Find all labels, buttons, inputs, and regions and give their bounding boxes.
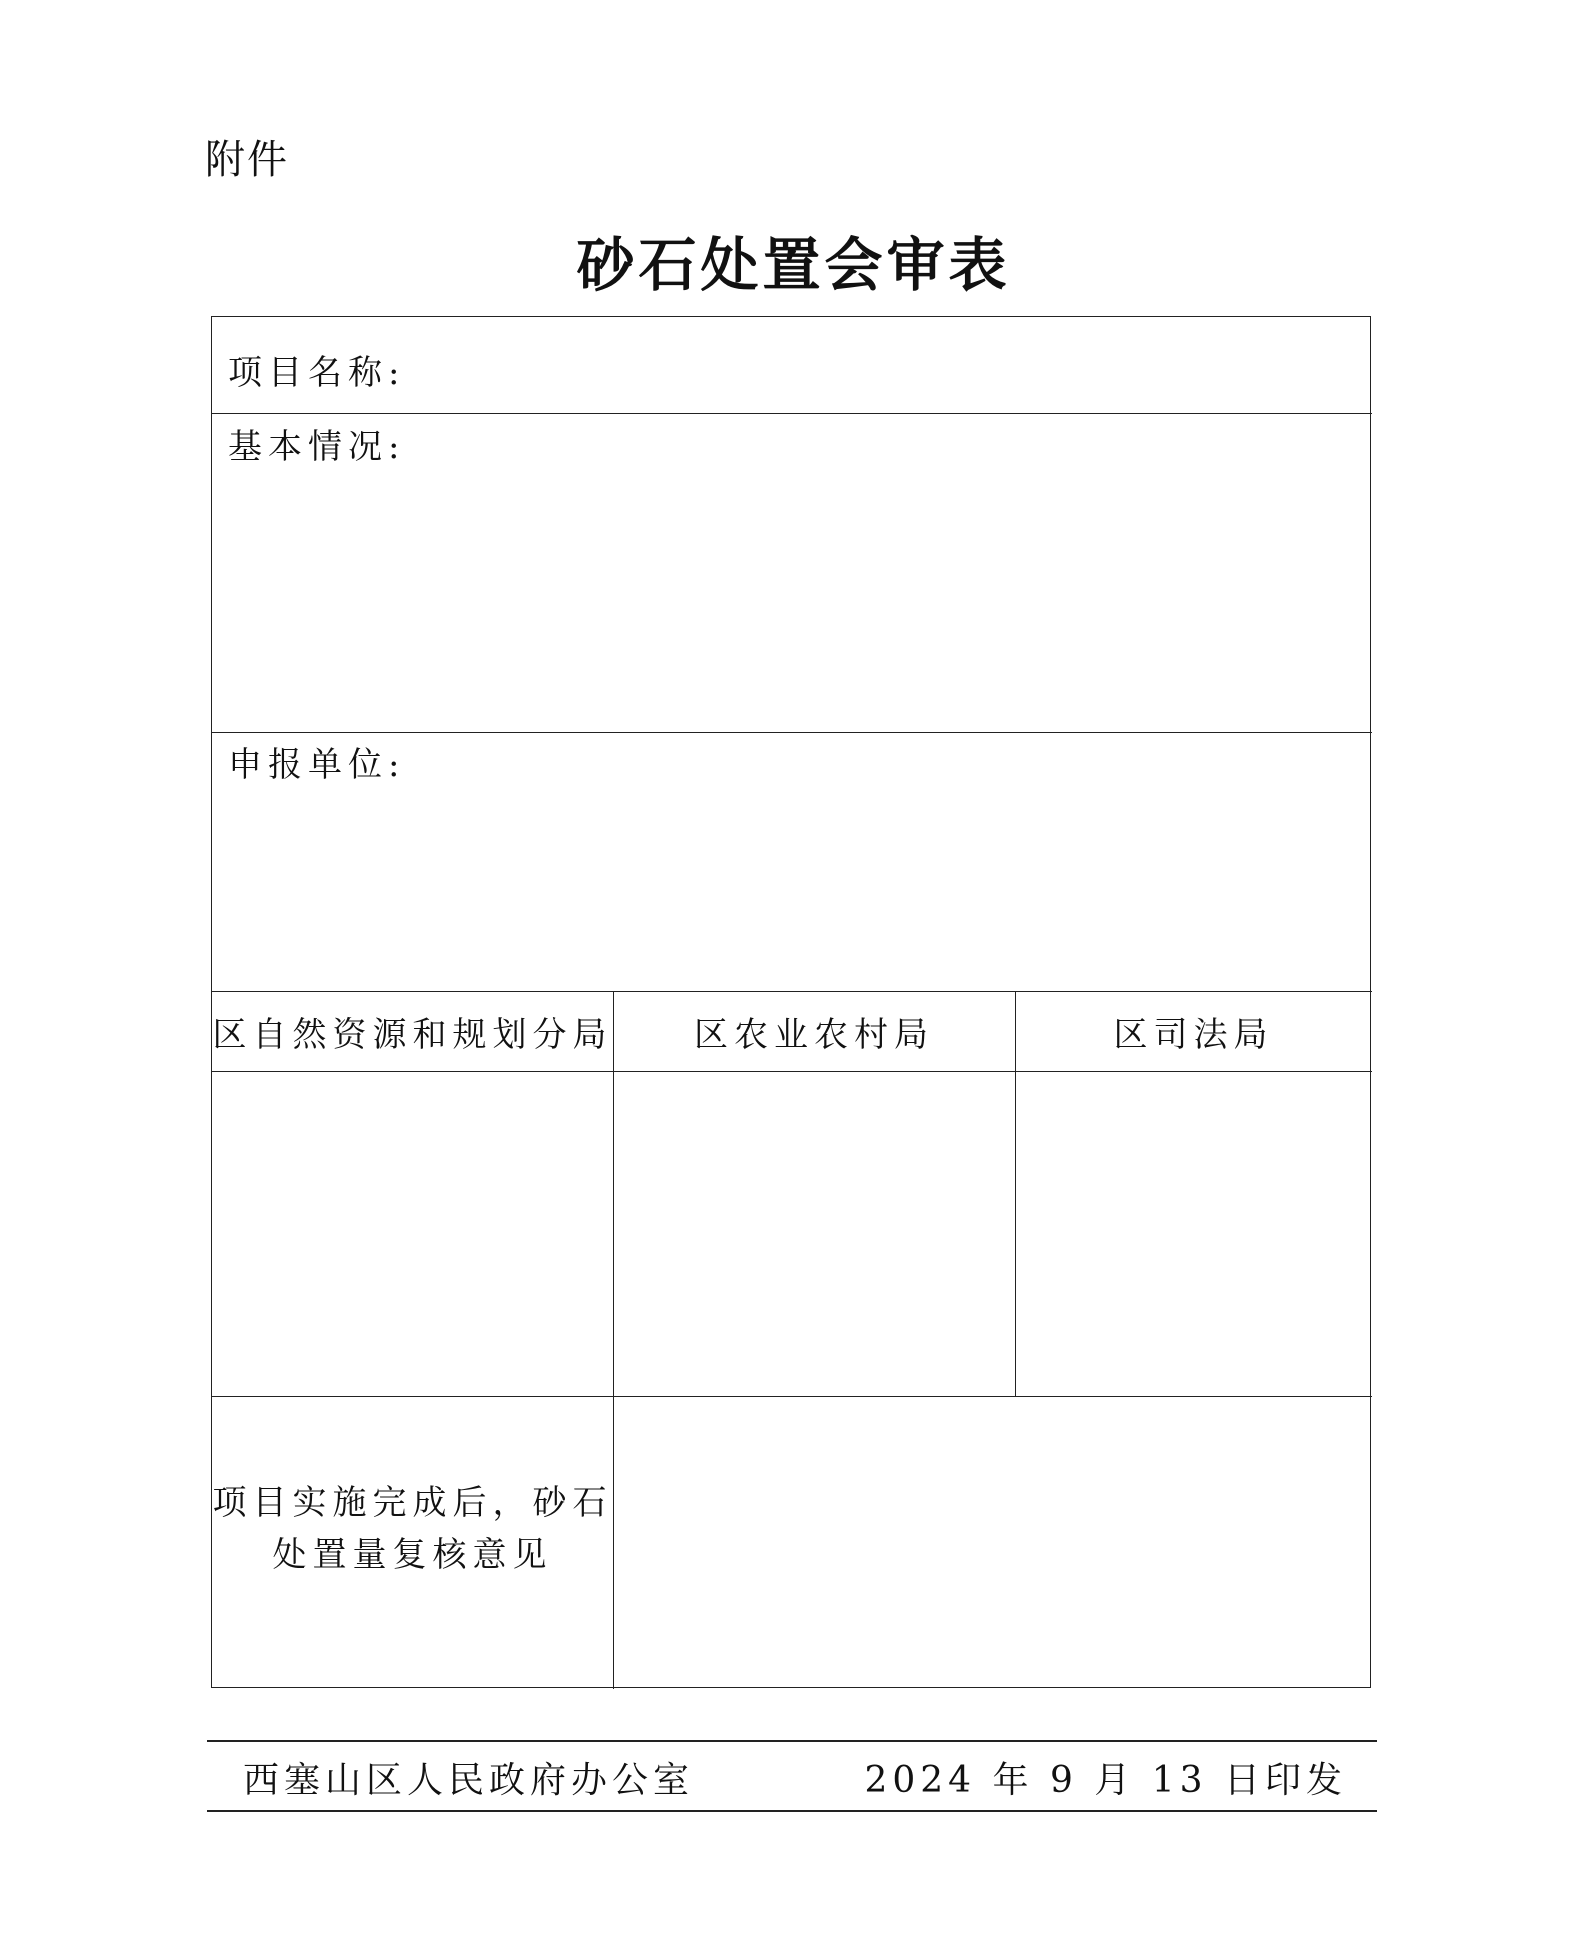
review-form-table bbox=[211, 316, 1371, 1688]
basic-info-label: 基本情况: bbox=[228, 427, 406, 467]
dept-opinion-agriculture[interactable] bbox=[613, 1071, 1015, 1396]
dept-opinion-justice[interactable] bbox=[1015, 1071, 1372, 1396]
footer-issuer: 西塞山区人民政府办公室 bbox=[243, 1760, 695, 1801]
dept-header-planning: 区自然资源和规划分局 bbox=[212, 1014, 613, 1055]
review-label-line1: 项目实施完成后，砂石 bbox=[212, 1483, 613, 1523]
row-divider bbox=[212, 413, 1372, 414]
dept-opinion-planning[interactable] bbox=[212, 1071, 613, 1396]
footer-bottom-rule bbox=[207, 1810, 1377, 1812]
row-divider bbox=[212, 732, 1372, 733]
review-opinion-label bbox=[212, 1477, 613, 1581]
footer-top-rule bbox=[207, 1740, 1377, 1742]
attachment-label: 附件 bbox=[205, 137, 289, 183]
dept-header-agriculture: 区农业农村局 bbox=[694, 1014, 934, 1055]
project-name-label: 项目名称: bbox=[228, 353, 406, 393]
review-opinion-area[interactable] bbox=[613, 1396, 1372, 1689]
page-title: 砂石处置会审表 bbox=[576, 231, 1011, 299]
review-label-line2: 处置量复核意见 bbox=[272, 1535, 553, 1575]
footer-date: 2024 年 9 月 13 日印发 bbox=[864, 1760, 1347, 1801]
applicant-label: 申报单位: bbox=[228, 745, 406, 785]
dept-header-justice: 区司法局 bbox=[1113, 1014, 1274, 1055]
